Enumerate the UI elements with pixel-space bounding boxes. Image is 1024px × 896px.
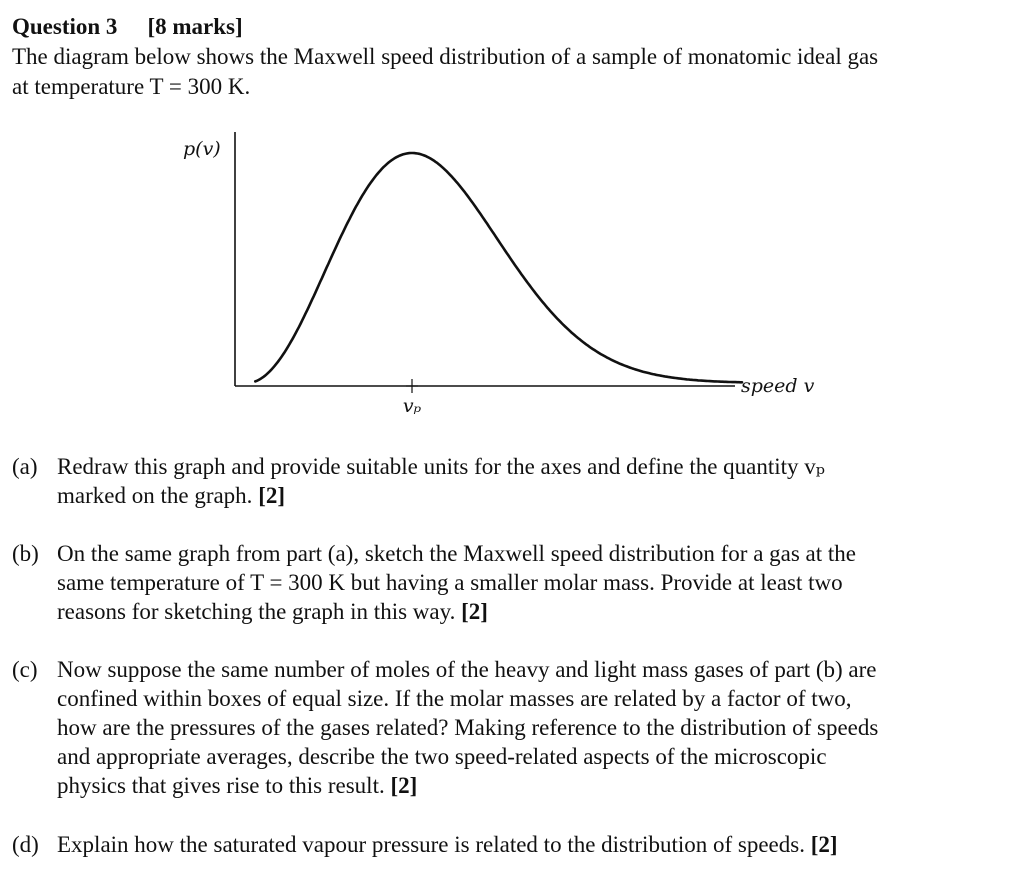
part-b-marks: [2]	[461, 599, 488, 624]
part-d-marks: [2]	[810, 832, 838, 857]
part-b	[12, 539, 1012, 626]
part-d-line-1: Explain how the saturated vapour pressure is related to the distribution of speeds. [2]	[57, 832, 838, 857]
part-a-line-1: Redraw this graph and provide suitable units for the axes and define the quantity vₚ	[57, 454, 825, 479]
part-a-letter: (a)	[12, 454, 38, 479]
part-a-marks: [2]	[258, 483, 286, 508]
maxwell-distribution-plot	[0, 120, 1024, 430]
maxwell-distribution-figure	[0, 120, 1024, 430]
part-b-line-1: On the same graph from part (a), sketch the Maxwell speed distribution for a gas at the	[57, 541, 857, 566]
part-c-line-3: how are the pressures of the gases related? Making reference to the distribution of speeds	[57, 715, 879, 740]
question-intro	[12, 42, 1002, 102]
part-b-line-2: same temperature of T = 300 K but having a smaller molar mass. Provide at least two	[57, 570, 843, 595]
part-a	[12, 452, 1012, 510]
part-c	[12, 655, 1012, 800]
question-total-marks: [8 marks]	[147, 14, 243, 39]
vp-tick-label: vₚ	[402, 395, 422, 417]
question-heading	[12, 12, 243, 42]
intro-line-2: at temperature T = 300 K.	[12, 74, 251, 99]
part-c-letter: (c)	[12, 657, 38, 682]
part-b-letter: (b)	[12, 541, 39, 566]
intro-line-1: The diagram below shows the Maxwell speed distribution of a sample of monatomic ideal gas	[12, 44, 879, 69]
part-c-line-5: physics that gives rise to this result. [2]	[57, 773, 418, 798]
part-d-letter: (d)	[12, 832, 39, 857]
part-c-line-4: and appropriate averages, describe the two speed-related aspects of the microscopic	[57, 744, 827, 769]
question-number: Question 3	[12, 14, 118, 39]
part-d	[12, 830, 1012, 859]
part-b-line-3: reasons for sketching the graph in this way. [2]	[57, 599, 488, 624]
y-axis-label: p(v)	[183, 138, 221, 160]
part-a-line-2: marked on the graph. [2]	[57, 483, 286, 508]
part-c-line-2: confined within boxes of equal size. If the molar masses are related by a factor of two,	[57, 686, 852, 711]
x-axis-label: speed v	[741, 375, 815, 397]
part-c-marks: [2]	[390, 773, 418, 798]
part-c-line-1: Now suppose the same number of moles of the heavy and light mass gases of part (b) are	[57, 657, 877, 682]
distribution-curve	[255, 153, 742, 382]
